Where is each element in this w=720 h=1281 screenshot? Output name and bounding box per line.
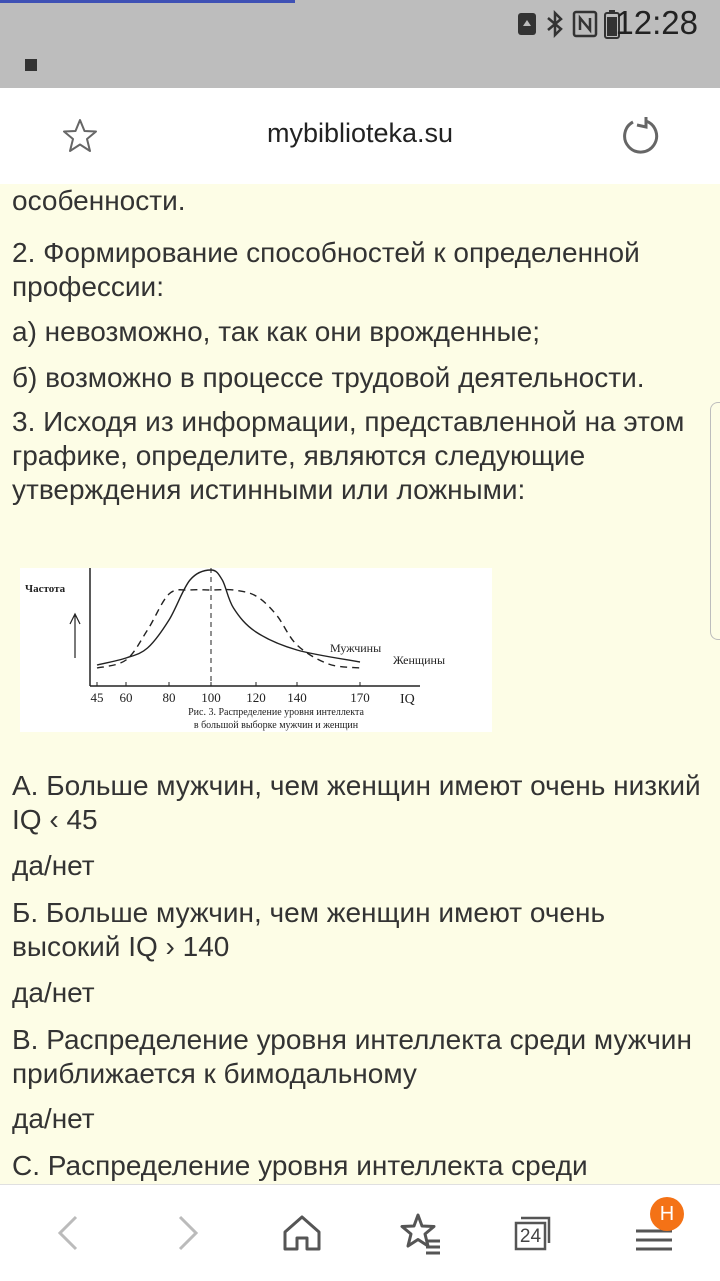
statement-b: Б. Больше мужчин, чем женщин имеют очень высокий IQ › 140: [12, 897, 606, 962]
page-content: [0, 184, 720, 1184]
answer-b: да/нет: [12, 977, 95, 1008]
question-3: 3. Исходя из информации, представленной на этом графике, определите, являются следующие утверждения истинными или ложными:: [12, 406, 685, 505]
statement-d: С. Распределение уровня интеллекта среди: [12, 1150, 588, 1181]
legend-women: Женщины: [393, 653, 446, 667]
x-tick-label: 80: [162, 690, 176, 705]
series-men-line: [97, 570, 360, 665]
answer-a: да/нет: [12, 850, 95, 881]
status-icons: [516, 9, 620, 39]
y-axis-arrow: [70, 614, 80, 658]
answer-c: да/нет: [12, 1103, 95, 1134]
x-tick-label: 120: [246, 690, 266, 705]
nfc-icon: [572, 10, 598, 38]
statement-a: А. Больше мужчин, чем женщин имеют очень низкий IQ ‹ 45: [12, 770, 701, 835]
x-tick-label: 60: [119, 690, 133, 705]
figure-caption-line-2: в большой выборке мужчин и женщин: [193, 720, 359, 731]
scroll-handle[interactable]: [710, 402, 720, 640]
forward-icon[interactable]: [164, 1211, 208, 1255]
question-2: 2. Формирование способностей к определенной профессии:: [12, 237, 640, 302]
status-bar: [0, 0, 720, 88]
reload-icon[interactable]: [619, 115, 661, 157]
iq-distribution-chart: [20, 568, 492, 732]
x-tick-label: 170: [350, 690, 370, 705]
status-time: 12:28: [615, 4, 698, 41]
url-text[interactable]: mybiblioteka.su: [266, 118, 454, 148]
partial-line: особенности.: [12, 185, 186, 216]
legend-men: Мужчины: [330, 641, 382, 655]
statement-c: В. Распределение уровня интеллекта среди мужчин приближается к бимодальному: [12, 1024, 692, 1089]
tab-count: 24: [519, 1226, 542, 1247]
back-icon[interactable]: [48, 1211, 92, 1255]
x-tick-label: 140: [287, 690, 307, 705]
y-axis-label: Частота: [25, 583, 66, 595]
x-tick-label: 100: [201, 690, 221, 705]
home-icon[interactable]: [280, 1211, 324, 1255]
bottom-navigation: [0, 1184, 720, 1281]
menu-notification-badge: H: [650, 1197, 684, 1231]
notification-icon: [25, 59, 37, 71]
x-axis-label: IQ: [400, 692, 415, 707]
page-load-progress: [0, 0, 295, 3]
recycle-icon: [516, 11, 538, 37]
address-bar: [0, 88, 720, 185]
question-2-option-a: а) невозможно, так как они врожденные;: [12, 316, 540, 347]
question-2-option-b: б) возможно в процессе трудовой деятельности.: [12, 362, 645, 393]
series-women-line: [97, 590, 360, 668]
tabs-button[interactable]: [514, 1215, 552, 1251]
bluetooth-icon: [544, 10, 566, 38]
x-tick-label: 45: [90, 690, 104, 705]
bookmarks-icon[interactable]: [398, 1211, 442, 1255]
figure-caption-line-1: Рис. 3. Распределение уровня интеллекта: [188, 707, 364, 718]
